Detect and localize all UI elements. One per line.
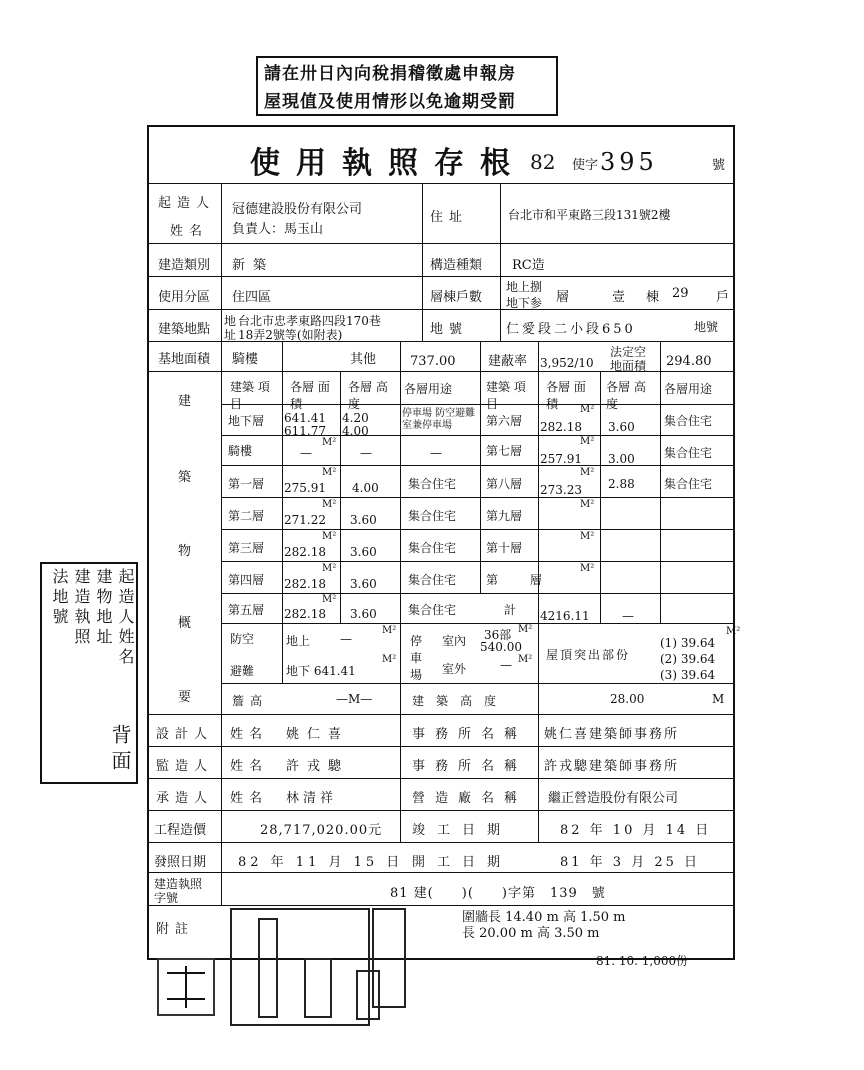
building-side-5: 要	[178, 690, 192, 705]
row-f6-unit: M²	[580, 404, 595, 415]
row-f2-unit: M²	[322, 499, 337, 510]
rule	[221, 497, 735, 498]
height-value: 28.00	[610, 692, 645, 706]
row-fx-item: 第 層	[486, 573, 556, 587]
row-f8-use: 集合住宅	[664, 477, 713, 491]
rule	[221, 465, 735, 466]
coverage-value: 3,952/10	[540, 356, 594, 370]
row-qilou-item: 騎樓	[228, 444, 253, 458]
row-f3-area: 282.18	[284, 545, 326, 559]
head-area-r: 各層 面積	[546, 380, 586, 411]
head-item-r: 建築 項目	[486, 380, 526, 411]
floors-hu: 29	[672, 286, 689, 301]
supervisor-office: 許戎驄建築師事務所	[544, 759, 680, 774]
supervisor-name-label: 姓名	[230, 759, 269, 774]
address-value: 台北市和平東路三段131號2樓	[508, 208, 671, 222]
row-f5-height: 3.60	[350, 607, 377, 621]
head-height: 各層 高度	[348, 380, 388, 411]
row-f7-item: 第七層	[486, 444, 523, 458]
shelter-below-unit: M²	[382, 654, 397, 665]
parking-out: 室外	[442, 662, 467, 676]
row-f3-height: 3.60	[350, 545, 377, 559]
designer-label: 設計人	[156, 727, 214, 742]
height-label: 建築高度	[412, 694, 509, 708]
row-f8-height: 2.88	[608, 477, 635, 491]
row-f8-area: 273.23	[540, 483, 582, 497]
row-f2-use: 集合住宅	[408, 509, 457, 523]
designer-office: 姚仁喜建築師事務所	[544, 727, 680, 742]
floors-label: 層棟戶數	[430, 290, 483, 305]
row-f1-item: 第一層	[228, 477, 265, 491]
row-f10-item: 第十層	[486, 541, 523, 555]
row-f7-use: 集合住宅	[664, 446, 713, 460]
approval-block	[230, 908, 370, 1026]
area-label: 基地面積	[158, 352, 211, 367]
area-value: 737.00	[410, 354, 456, 369]
supervisor-office-label: 事務所名稱	[412, 759, 528, 774]
roof-unit: M²	[726, 626, 741, 637]
rule	[221, 683, 735, 684]
row-total-height: —	[622, 609, 634, 623]
row-f6-height: 3.60	[608, 420, 635, 434]
site-line-2: 18弄2號等(如附表)	[238, 328, 343, 342]
site-prefix-2: 址	[224, 328, 237, 342]
builder-rep: 負責人：馬玉山	[232, 222, 324, 237]
rule	[147, 810, 735, 811]
side-col-3: 建造執照	[72, 568, 91, 648]
zone-value: 住四區	[232, 290, 272, 305]
build-type-label: 建造類別	[158, 258, 211, 273]
builder-label-name: 姓名	[170, 224, 209, 239]
designer-office-label: 事務所名稱	[412, 727, 528, 742]
structure-label: 構造種類	[430, 258, 483, 273]
notice-stamp	[256, 56, 558, 116]
supervisor-label: 監造人	[156, 759, 214, 774]
row-f6-item: 第六層	[486, 414, 523, 428]
notes-wall-1: 圍牆長 14.40 m 高 1.50 m	[462, 910, 626, 925]
page-title: 使用執照存根	[250, 146, 526, 181]
open-label-2: 地面積	[610, 359, 647, 373]
parking-label: 停車場	[410, 634, 423, 682]
start-label: 開工日期	[412, 855, 513, 870]
start-value: 81 年 3 月 25 日	[560, 855, 701, 870]
row-f4-use: 集合住宅	[408, 573, 457, 587]
side-col-2: 建物地址	[94, 568, 113, 648]
row-f1-unit: M²	[322, 467, 337, 478]
eave-label: 簷高	[232, 694, 269, 708]
floors-above: 地上捌	[506, 280, 543, 294]
row-f4-unit: M²	[322, 563, 337, 574]
parking-in-note: 36部	[484, 628, 512, 642]
lot-value: 仁愛段二小段650	[506, 322, 636, 337]
floors-dong-char: 棟	[646, 290, 660, 305]
roof-value-2: (2) 39.64	[660, 652, 716, 666]
row-f4-area: 282.18	[284, 577, 326, 591]
building-side-3: 物	[178, 544, 192, 559]
rule	[538, 714, 539, 842]
parking-in-unit: M²	[518, 624, 533, 635]
building-side-1: 建	[178, 394, 192, 409]
parking-out-unit: M²	[518, 654, 533, 665]
designer-name-label: 姓名	[230, 727, 269, 742]
handwritten-seal	[304, 958, 332, 1018]
area-qilou: 騎樓	[232, 352, 259, 367]
notes-label: 附註	[156, 922, 195, 937]
row-f9-item: 第九層	[486, 509, 523, 523]
office-stamp	[157, 958, 215, 1016]
row-f9-unit: M²	[580, 499, 595, 510]
rule	[147, 905, 735, 906]
side-col-4: 法地號	[50, 568, 69, 628]
permit-hao: 號	[712, 158, 726, 173]
eave-value: —M—	[336, 692, 373, 706]
row-f2-height: 3.60	[350, 513, 377, 527]
floors-dong: 壹	[612, 290, 626, 305]
side-box	[40, 562, 138, 784]
row-f7-height: 3.00	[608, 452, 635, 466]
issue-value: 82 年 11 月 15 日	[238, 855, 404, 870]
coverage-label: 建蔽率	[488, 354, 528, 369]
row-f7-area: 257.91	[540, 452, 582, 466]
notice-line-2: 屋現值及使用情形以免逾期受罰	[264, 92, 516, 112]
roof-label: 屋頂突出部份	[546, 648, 631, 662]
issue-label: 發照日期	[154, 855, 207, 870]
area-other: 其他	[350, 352, 377, 367]
roof-value-1: (1) 39.64	[660, 636, 716, 650]
shelter-above-unit: M²	[382, 625, 397, 636]
building-side-4: 概	[178, 616, 192, 631]
contractor-office: 繼正營造股份有限公司	[548, 791, 679, 806]
head-height-r: 各層 高度	[606, 380, 646, 411]
supervisor-name: 許戎驄	[286, 759, 350, 774]
rule	[340, 371, 341, 623]
row-f8-item: 第八層	[486, 477, 523, 491]
row-f5-use: 集合住宅	[408, 603, 457, 617]
row-total-item: 計	[504, 603, 517, 617]
shelter-below: 地下 641.41	[286, 664, 356, 678]
floors-below: 地下参	[506, 296, 543, 310]
row-total-area: 4216.11	[540, 609, 590, 623]
lot-label: 地號	[430, 322, 469, 337]
row-f8-unit: M²	[580, 467, 595, 478]
rule	[480, 341, 481, 593]
floors-ceng: 層	[556, 290, 570, 305]
permit-year: 82	[530, 150, 556, 174]
rule	[221, 561, 735, 562]
handwritten-seal	[258, 918, 278, 1018]
row-b1-height: 4.20 4.00	[342, 411, 369, 438]
rule	[422, 183, 423, 341]
row-f4-height: 3.60	[350, 577, 377, 591]
rule	[600, 371, 601, 623]
row-qilou-unit: M²	[322, 437, 337, 448]
cost-value: 28,717,020.00元	[260, 823, 383, 838]
contractor-office-label: 營造廠名稱	[412, 791, 528, 806]
row-f1-height: 4.00	[352, 481, 379, 495]
builder-label: 起造人	[158, 196, 216, 211]
rule	[147, 243, 735, 244]
zone-label: 使用分區	[158, 290, 211, 305]
building-side-2: 築	[178, 470, 192, 485]
permit-value: 81 建( )( )字第 139 號	[390, 886, 606, 901]
permit-type: 使字	[572, 158, 599, 173]
site-prefix-1: 地	[224, 314, 237, 328]
shelter-label-2: 避難	[230, 664, 255, 678]
structure-value: RC造	[512, 258, 545, 273]
row-b1-use: 停車場 防空避難室兼停車場	[402, 408, 476, 431]
floors-hu-char: 戶	[716, 290, 730, 305]
row-f1-area: 275.91	[284, 481, 326, 495]
cost-label: 工程造價	[154, 823, 207, 838]
shelter-above: 地上	[286, 634, 311, 648]
row-f7-unit: M²	[580, 436, 595, 447]
row-qilou-height: —	[360, 446, 372, 460]
notes-wall-2: 長 20.00 m 高 3.50 m	[462, 926, 600, 941]
row-b1-area: 641.41 611.77	[284, 411, 326, 438]
row-f6-use: 集合住宅	[664, 414, 713, 428]
rule	[147, 309, 735, 310]
contractor-name-label: 姓名	[230, 791, 269, 806]
head-item: 建築 項目	[230, 380, 270, 411]
row-f2-area: 271.22	[284, 513, 326, 527]
complete-value: 82 年 10 月 14 日	[560, 823, 712, 838]
designer-name: 姚仁喜	[286, 727, 350, 742]
address-label: 住址	[430, 210, 469, 225]
rule	[282, 341, 283, 683]
row-b1-item: 地下層	[228, 414, 265, 428]
row-f3-item: 第三層	[228, 541, 265, 555]
row-f6-area: 282.18	[540, 420, 582, 434]
rule	[221, 623, 735, 624]
parking-in-val: 540.00	[480, 640, 522, 654]
rule	[221, 529, 735, 530]
side-col-1: 起造人姓名	[116, 568, 135, 668]
row-f5-item: 第五層	[228, 603, 265, 617]
parking-in: 室內	[442, 634, 467, 648]
row-f5-unit: M²	[322, 594, 337, 605]
permit-number: 395	[600, 148, 658, 176]
row-f1-use: 集合住宅	[408, 477, 457, 491]
row-f5-area: 282.18	[284, 607, 326, 621]
row-f4-item: 第四層	[228, 573, 265, 587]
open-value: 294.80	[666, 354, 712, 369]
site-label: 建築地點	[158, 322, 211, 337]
rule	[660, 341, 661, 623]
rule	[147, 714, 735, 715]
head-area: 各層 面積	[290, 380, 330, 411]
site-line-1: 台北市忠孝東路四段170巷	[238, 314, 381, 328]
contractor-name: 林清祥	[286, 791, 338, 806]
permit-label-1: 建造執照	[154, 877, 203, 891]
rule	[147, 778, 735, 779]
date-seal	[372, 908, 406, 1008]
shelter-label-1: 防空	[230, 632, 255, 646]
complete-label: 竣工日期	[412, 823, 513, 838]
parking-out-val: —	[500, 658, 512, 672]
rule	[147, 842, 735, 843]
rule	[147, 371, 735, 372]
permit-label-2: 字號	[154, 891, 179, 905]
build-type-value: 新築	[232, 258, 275, 273]
notice-line-1: 請在卅日內向稅捐稽徵處申報房	[264, 64, 516, 84]
side-back: 背面	[108, 724, 132, 776]
row-f10-unit: M²	[580, 531, 595, 542]
contractor-label: 承造人	[156, 791, 214, 806]
open-label-1: 法定空	[610, 345, 647, 359]
builder-name: 冠德建設股份有限公司	[232, 202, 363, 217]
rule	[147, 183, 735, 184]
rule	[221, 593, 735, 594]
rule	[538, 341, 539, 714]
height-unit: M	[712, 692, 725, 706]
notes-print: 81. 10. 1,000份	[596, 954, 689, 968]
row-f2-item: 第二層	[228, 509, 265, 523]
rule	[500, 183, 501, 341]
head-use-r: 各層用途	[664, 382, 713, 396]
rule	[221, 183, 222, 905]
head-use: 各層用途	[404, 382, 453, 396]
rule	[147, 872, 735, 873]
shelter-above-val: —	[340, 632, 352, 646]
row-qilou-use: —	[430, 446, 442, 460]
row-f3-unit: M²	[322, 531, 337, 542]
rule	[147, 276, 735, 277]
row-qilou-area: —	[300, 446, 312, 460]
roof-value-3: (3) 39.64	[660, 668, 716, 682]
row-f3-use: 集合住宅	[408, 541, 457, 555]
row-fx-unit: M²	[580, 563, 595, 574]
lot-suffix: 地號	[694, 320, 719, 334]
rule	[400, 341, 401, 842]
rule	[147, 746, 735, 747]
